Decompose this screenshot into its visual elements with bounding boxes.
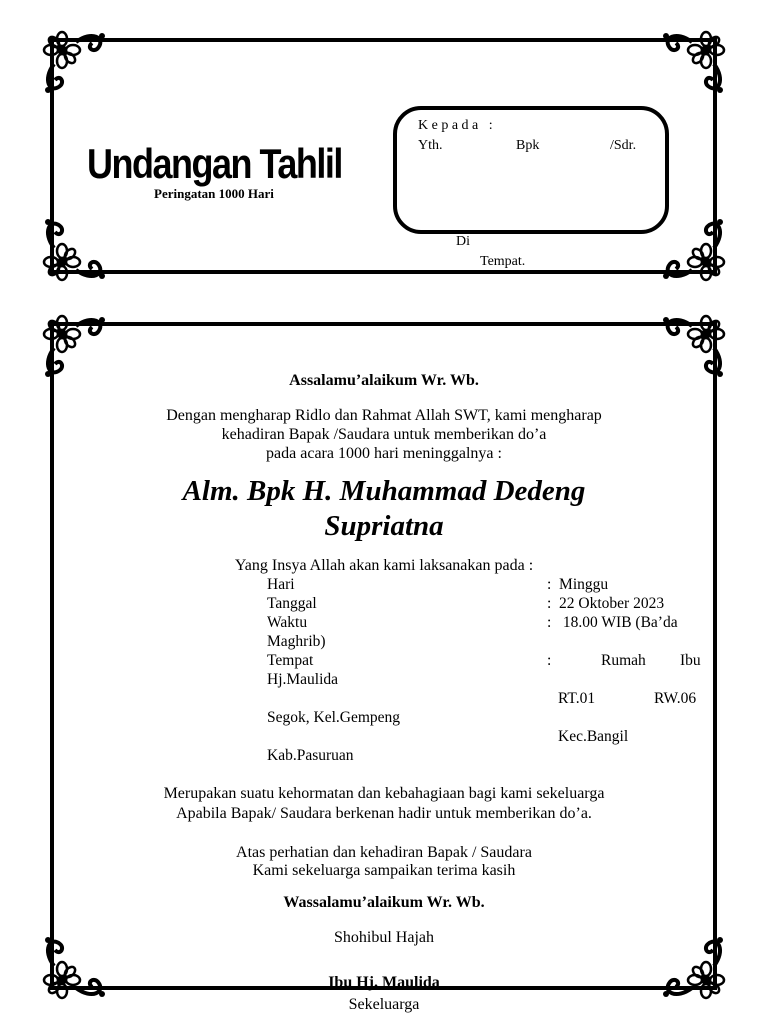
closing2-line-1: Atas perhatian dan kehadiran Bapak / Saudara: [236, 844, 532, 861]
sekeluarga-label: Sekeluarga: [348, 996, 420, 1013]
closing2-line-2: Kami sekeluarga sampaikan terima kasih: [252, 862, 516, 879]
corner-ornament-top-left: [40, 28, 118, 106]
bpk-label: Bpk: [516, 138, 540, 153]
pelaksanaan-text: Yang Insya Allah akan kami laksanakan pada :: [234, 557, 534, 574]
tempat-cont: Hj.Maulida: [267, 671, 339, 688]
tanggal-value: : 22 Oktober 2023: [547, 595, 665, 612]
address-rt: RT.01: [558, 690, 596, 707]
address-kec: Kec.Bangil: [558, 728, 629, 745]
closing1-line-2: Apabila Bapak/ Saudara berkenan hadir untuk memberikan do’a.: [176, 805, 592, 822]
intro-line-2: kehadiran Bapak /Saudara untuk memberikan do’a: [221, 426, 547, 443]
corner-ornament-top-right: [650, 28, 728, 106]
tempat-ibu: Ibu: [680, 652, 701, 669]
corner-ornament-bottom-left: [40, 206, 118, 284]
address-segok: Segok, Kel.Gempeng: [267, 709, 401, 726]
hari-value: : Minggu: [547, 576, 609, 593]
sdr-label: /Sdr.: [610, 138, 637, 153]
waktu-cont: Maghrib): [267, 633, 326, 650]
tanggal-label: Tanggal: [267, 595, 317, 612]
tempat-colon: :: [547, 652, 552, 669]
address-kab: Kab.Pasuruan: [267, 747, 354, 764]
intro-line-1: Dengan mengharap Ridlo dan Rahmat Allah SWT, kami mengharap: [166, 407, 602, 424]
waktu-label: Waktu: [267, 614, 308, 631]
signer-name: Ibu Hj. Maulida: [328, 974, 440, 991]
hari-label: Hari: [267, 576, 295, 593]
shohibul-label: Shohibul Hajah: [334, 929, 434, 946]
invitation-title: Undangan Tahlil: [87, 140, 342, 188]
tempat-label: Tempat: [267, 652, 314, 669]
intro-line-3: pada acara 1000 hari meninggalnya :: [266, 445, 502, 462]
kepada-label: K e p a d a :: [418, 118, 493, 133]
address-rw: RW.06: [654, 690, 697, 707]
salam-opening: Assalamu’alaikum Wr. Wb.: [289, 372, 479, 389]
deceased-name-line-2: Supriatna: [324, 510, 444, 542]
salam-closing: Wassalamu’alaikum Wr. Wb.: [283, 894, 485, 911]
waktu-value: : 18.00 WIB (Ba’da: [547, 614, 678, 631]
closing1-line-1: Merupakan suatu kehormatan dan kebahagiaan bagi kami sekeluarga: [163, 785, 605, 802]
deceased-name-line-1: Alm. Bpk H. Muhammad Dedeng: [182, 475, 586, 507]
tempat-rumah: Rumah: [601, 652, 646, 669]
yth-label: Yth.: [418, 138, 443, 153]
invitation-subtitle: Peringatan 1000 Hari: [154, 186, 274, 201]
tempat-label: Tempat.: [480, 254, 526, 269]
di-label: Di: [456, 234, 470, 249]
